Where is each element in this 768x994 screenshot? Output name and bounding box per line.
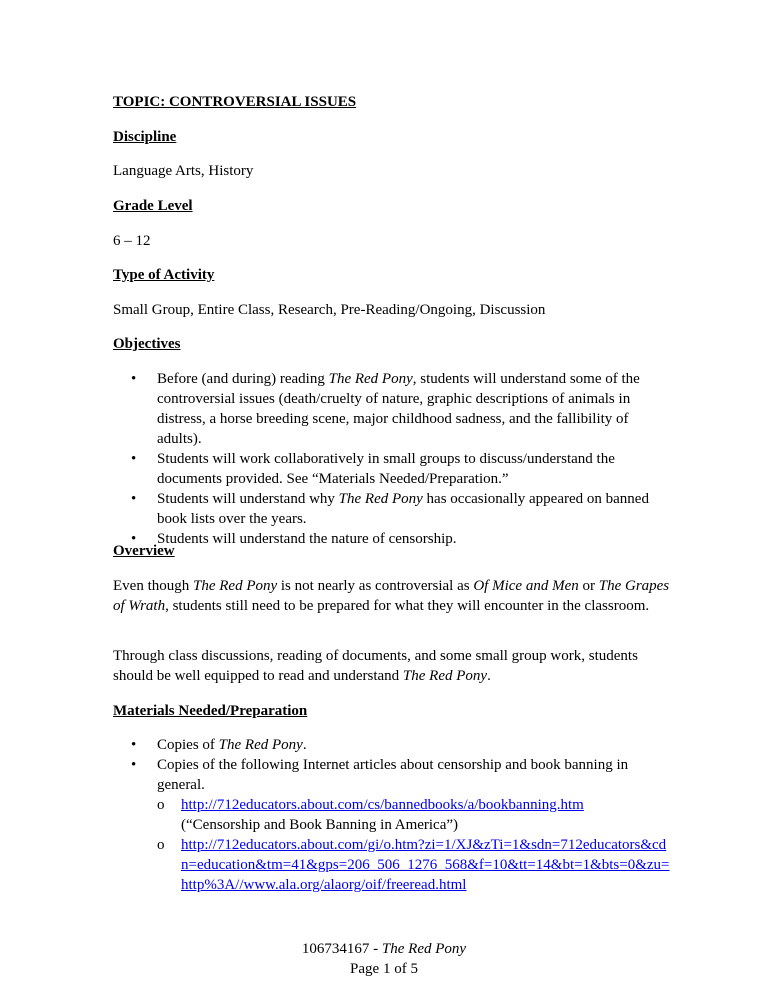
- footer-page-number: Page 1 of 5: [350, 961, 418, 977]
- list-item: [157, 795, 673, 835]
- overview-paragraph-2: Through class discussions, reading of documents, and some small group work, students should be well equipped to read and understand The Red Pony.: [113, 648, 638, 684]
- grade-level-heading: Grade Level: [113, 198, 193, 214]
- overview-paragraph-1: Even though The Red Pony is not nearly as controversial as Of Mice and Men or The Grapes of Wrath, students still need to be prepared for what they will encounter in the classroom.: [113, 578, 670, 614]
- list-item: • Before (and during) reading The Red Pony, students will understand some of the controversial issues (death/cruelty of nature, graphic descriptions of animals in distress, a horse breeding scene, major childhood sadness, and the fallibility of adults).: [131, 371, 640, 447]
- link-caption: (“Censorship and Book Banning in America”): [181, 817, 459, 833]
- footer-doc-title: 106734167 - The Red Pony: [301, 941, 467, 957]
- circle-bullet-icon: o: [157, 837, 165, 853]
- activity-type-heading: Type of Activity: [113, 267, 215, 283]
- list-item: • Students will work collaboratively in small groups to discuss/understand the documents provided. See “Materials Needed/Preparation.”: [131, 451, 615, 487]
- list-item: [157, 835, 673, 895]
- materials-sublist: [157, 795, 673, 895]
- freeread-link[interactable]: http://712educators.about.com/gi/o.htm?zi=1/XJ&zTi=1&sdn=712educators&cdn=education&tm=41&gps=206_506_1276_568&f=10&tt=14&bt=1&bts=0&zu=http%3A//www.ala.org/alaorg/oif/freeread.html: [181, 837, 670, 893]
- grade-level-value: 6 – 12: [113, 233, 151, 249]
- materials-list: [113, 735, 673, 895]
- bullet-icon: •: [131, 451, 137, 467]
- bullet-icon: •: [131, 757, 137, 773]
- overview-heading: Overview: [113, 543, 175, 559]
- list-item: • Students will understand why The Red Pony has occasionally appeared on banned book lists over the years.: [131, 491, 649, 527]
- bullet-icon: •: [131, 371, 137, 387]
- page-footer: [0, 939, 768, 979]
- discipline-heading: Discipline: [113, 129, 177, 145]
- discipline-value: Language Arts, History: [113, 163, 254, 179]
- objectives-list: [113, 369, 673, 549]
- activity-type-value: Small Group, Entire Class, Research, Pre-Reading/Ongoing, Discussion: [113, 302, 546, 318]
- bullet-icon: •: [131, 491, 137, 507]
- list-item: • Copies of the following Internet articles about censorship and book banning in general. o http://712educators.about.com/cs/bannedbooks/a/bookbanning.htm (“Censorship and Book Banning in America”) o http://712educators.about.com/gi/o.htm?zi=1/XJ&zTi=1&sdn=712educators&cdn=education&tm=41&gps=206_506_1276_568&f=10&tt=14&bt=1&bts=0&zu=http%3A//www.ala.org/alaorg/oif/freeread.html: [113, 755, 673, 895]
- circle-bullet-icon: o: [157, 797, 165, 813]
- page-title: TOPIC: CONTROVERSIAL ISSUES: [113, 94, 357, 110]
- list-item: • Students will understand the nature of censorship.: [131, 531, 457, 547]
- bookbanning-link[interactable]: http://712educators.about.com/cs/bannedbooks/a/bookbanning.htm: [181, 797, 584, 813]
- objectives-heading: Objectives: [113, 336, 181, 352]
- materials-heading: Materials Needed/Preparation: [113, 703, 308, 719]
- bullet-icon: •: [131, 531, 137, 547]
- list-item: • Copies of The Red Pony.: [131, 737, 307, 753]
- bullet-icon: •: [131, 737, 137, 753]
